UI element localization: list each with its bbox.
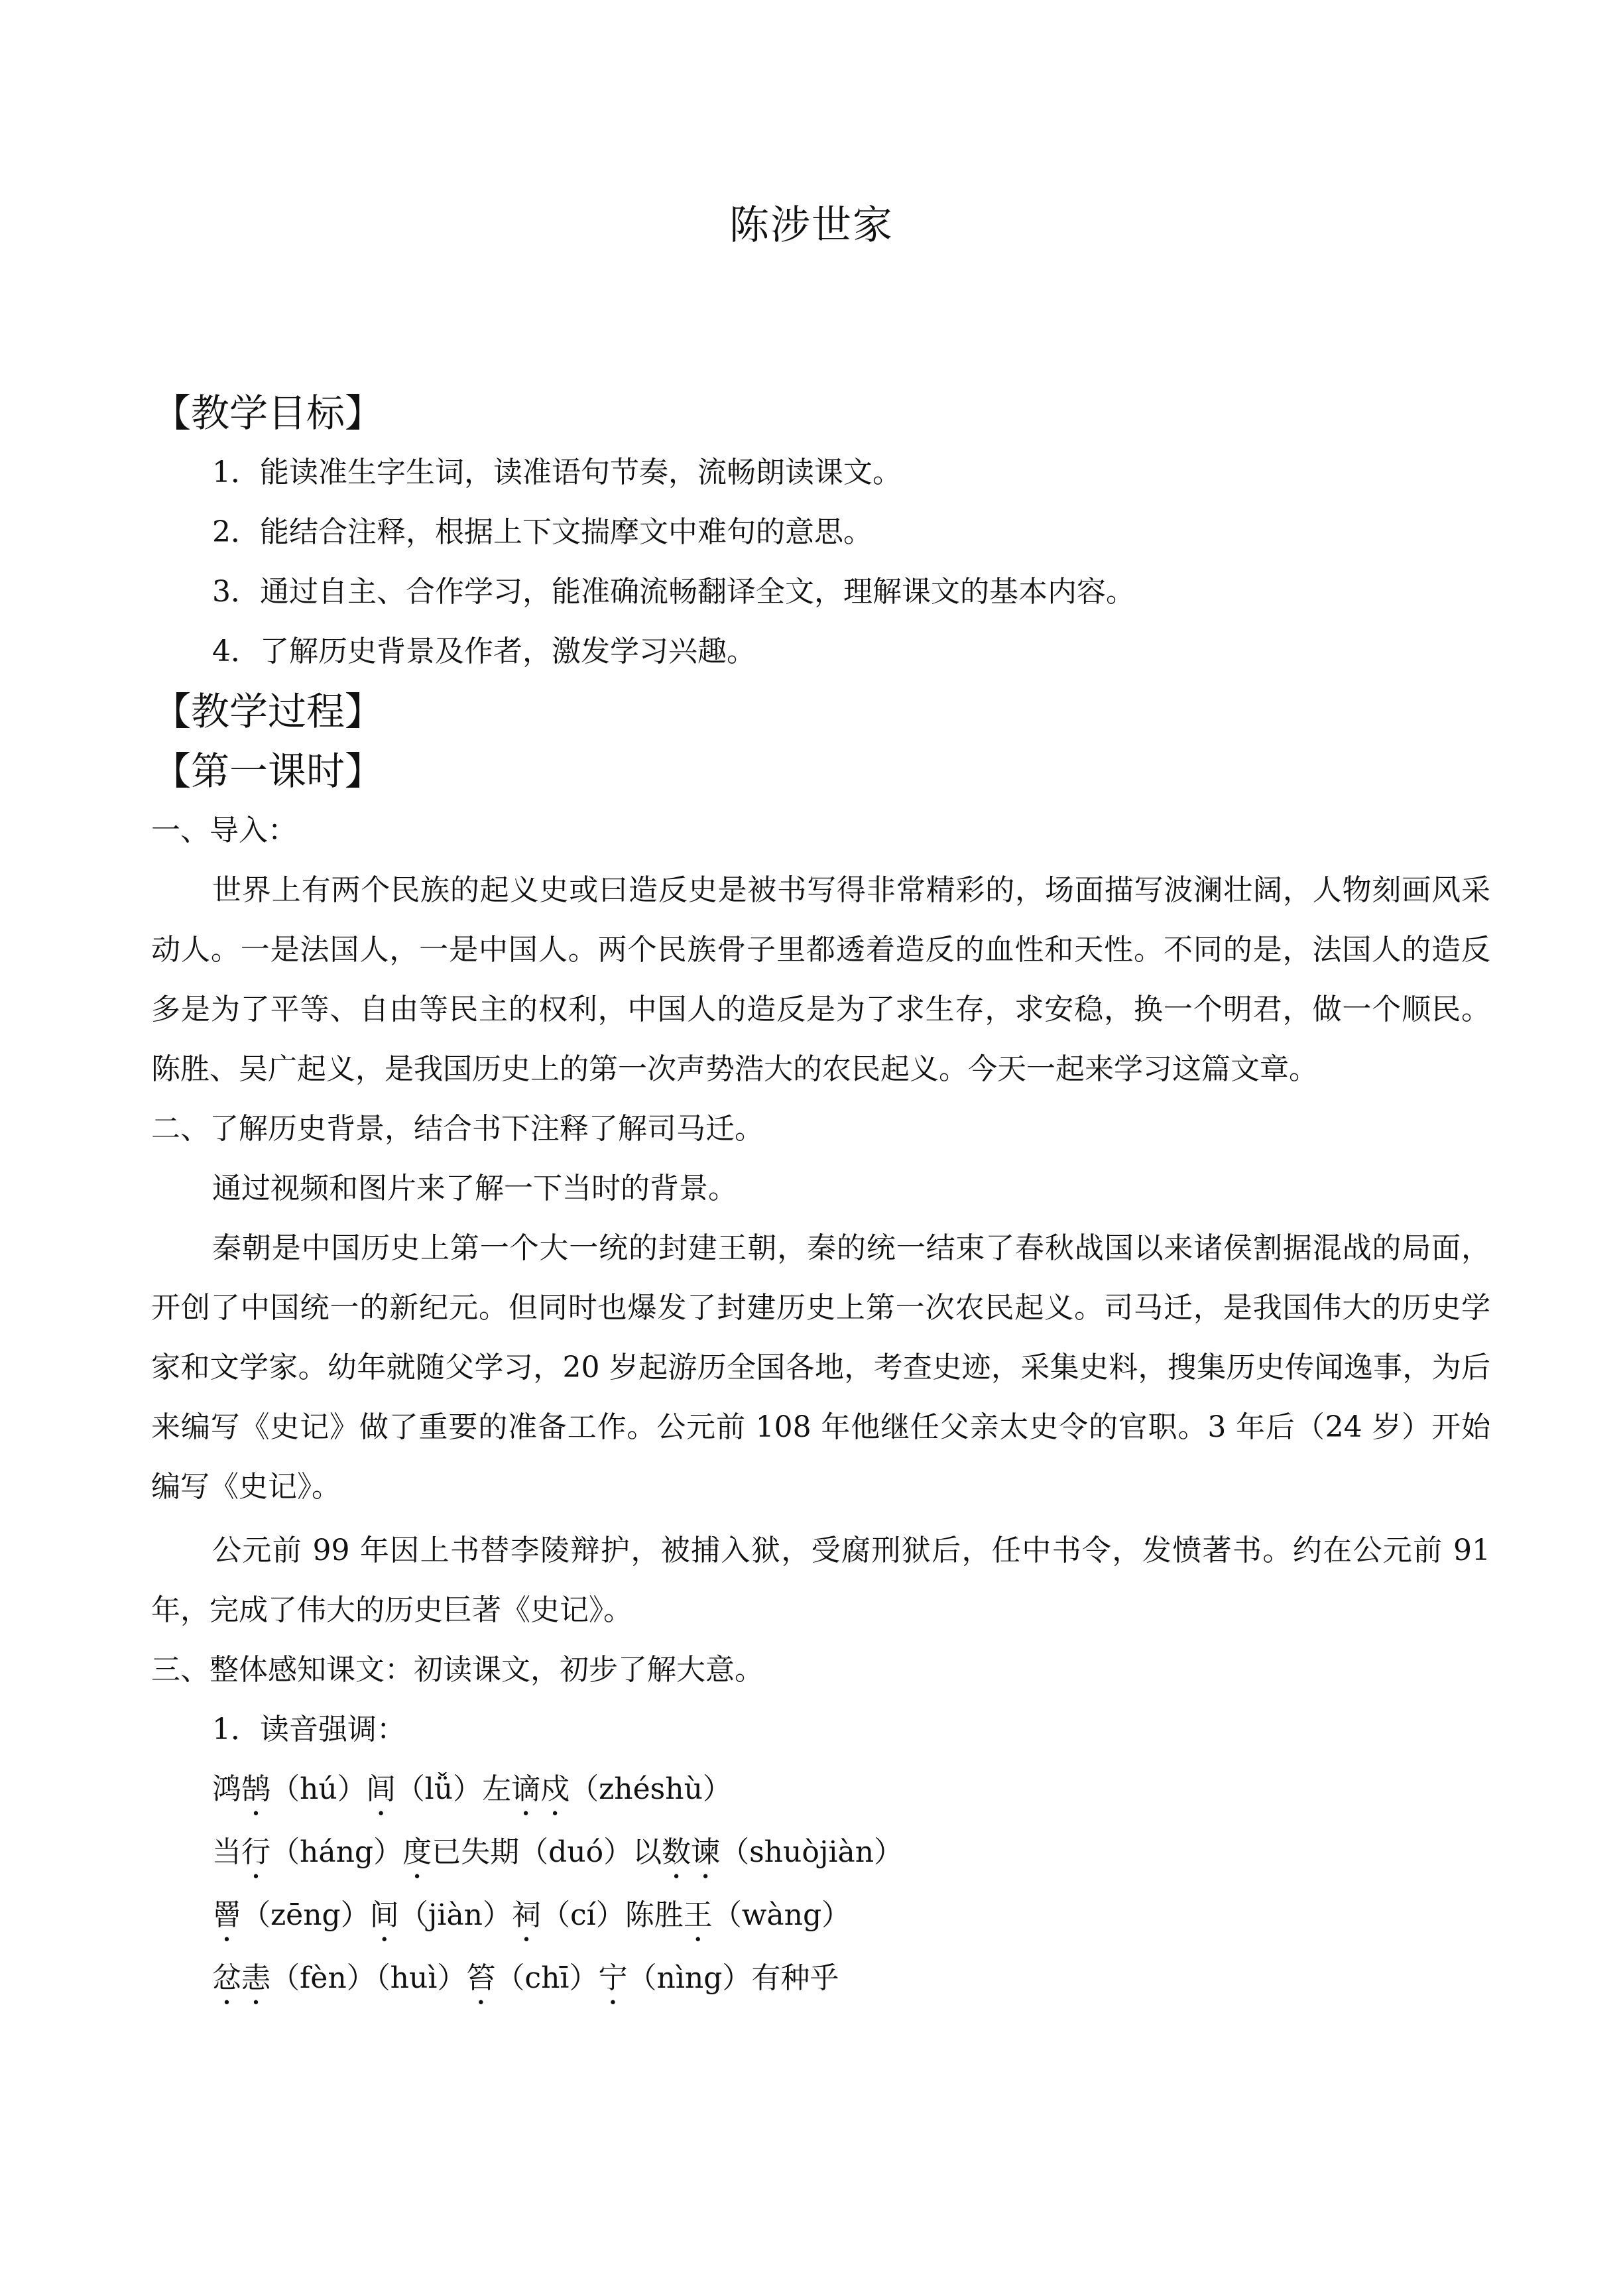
emphasized-character: 间 — [369, 1898, 399, 1932]
section-heading-lesson: 【第一课时】 — [152, 749, 384, 794]
emphasized-character: 行 — [241, 1835, 270, 1869]
paragraph-background-2: 公元前 99 年因上书替李陵辩护，被捕入狱，受腐刑狱后，任中书令，发愤著书。约在公元前 91 年，完成了伟大的历史巨著《史记》。 — [151, 1534, 1490, 1627]
pronunciation-text: （jiàn） — [398, 1898, 512, 1932]
emphasized-character: 鹄 — [241, 1772, 270, 1806]
emphasized-character: 宁 — [598, 1961, 628, 1995]
paragraph-background-1: 秦朝是中国历史上第一个大一统的封建王朝，秦的统一结束了春秋战国以来诸侯割据混战的局面，开创了中国统一的新纪元。但同时也爆发了封建历史上第一次农民起义。司马迁，是我国伟大的历史学家和文学家。幼年就随父学习，20 岁起游历全国各地，考查史迹，采集史料，搜集历史传闻逸事，为后来编写《史记》做了重要的准备工作。公元前 108 年他继任父亲太史令的官职。3 年后（24 岁）开始编写《史记》。 — [151, 1231, 1490, 1504]
pronunciation-text: （nìng）有种乎 — [627, 1961, 839, 1995]
pronunciation-text: （chī） — [495, 1961, 599, 1995]
pronunciation-text: 鸿 — [212, 1772, 241, 1806]
pronunciation-line — [151, 1760, 1490, 1823]
emphasized-character: 笞 — [466, 1961, 496, 1995]
page-title: 陈涉世家 — [729, 202, 894, 249]
pronunciation-text: （lǚ）左 — [395, 1772, 512, 1806]
emphasized-character: 度 — [402, 1835, 432, 1869]
pronunciation-text: （shuòjiàn） — [720, 1835, 904, 1869]
emphasized-character: 闾 — [366, 1772, 396, 1806]
emphasized-character: 祠 — [512, 1898, 542, 1932]
emphasized-character: 戍 — [540, 1772, 570, 1806]
pronunciation-line — [151, 1886, 1490, 1949]
part-title-background: 二、了解历史背景，结合书下注释了解司马迁。 — [151, 1112, 764, 1146]
emphasized-character: 谏 — [691, 1835, 721, 1869]
goal-item: 2．能结合注释，根据上下文揣摩文中难句的意思。 — [212, 515, 872, 549]
emphasized-character: 王 — [683, 1898, 713, 1932]
emphasized-character: 数 — [662, 1835, 691, 1869]
pronunciation-text: （cí）陈胜 — [541, 1898, 684, 1932]
pronunciation-text: （hú） — [270, 1772, 367, 1806]
pronunciation-line — [151, 1949, 1490, 2012]
section-heading-goals: 【教学目标】 — [152, 391, 384, 436]
pronunciation-text: （fèn）（huì） — [270, 1961, 467, 1995]
document-body — [151, 383, 1490, 2012]
part-title-reading: 三、整体感知课文：初读课文，初步了解大意。 — [151, 1653, 764, 1687]
part-title-intro: 一、导入： — [151, 814, 297, 847]
pronunciation-text: （wàng） — [712, 1898, 851, 1932]
goal-item: 1．能读准生字生词，读准语句节奏，流畅朗读课文。 — [212, 455, 902, 489]
pronunciation-line — [151, 1823, 1490, 1886]
goal-item: 3．通过自主、合作学习，能准确流畅翻译全文，理解课文的基本内容。 — [212, 575, 1135, 609]
reading-subtitle: 1．读音强调： — [212, 1713, 406, 1746]
goal-item: 4．了解历史背景及作者，激发学习兴趣。 — [212, 634, 756, 668]
paragraph-background-intro: 通过视频和图片来了解一下当时的背景。 — [212, 1172, 737, 1205]
section-heading-process: 【教学过程】 — [152, 689, 384, 734]
paragraph-intro: 世界上有两个民族的起义史或曰造反史是被书写得非常精彩的，场面描写波澜壮阔，人物刻画风采动人。一是法国人，一是中国人。两个民族骨子里都透着造反的血性和天性。不同的是，法国人的造反多是为了平等、自由等民主的权利，中国人的造反是为了求生存，求安稳，换一个明君，做一个顺民。陈胜、吴广起义，是我国历史上的第一次声势浩大的农民起义。今天一起来学习这篇文章。 — [151, 873, 1490, 1086]
emphasized-character: 罾 — [212, 1898, 241, 1932]
pronunciation-text: 已失期（duó）以 — [432, 1835, 662, 1869]
pronunciation-text: （háng） — [270, 1835, 403, 1869]
emphasized-character: 忿 — [212, 1961, 241, 1995]
pronunciation-text: （zēng） — [241, 1898, 370, 1932]
pronunciation-text: （zhéshù） — [570, 1772, 732, 1806]
pronunciation-list — [151, 1760, 1490, 2012]
emphasized-character: 谪 — [511, 1772, 541, 1806]
emphasized-character: 恚 — [241, 1961, 270, 1995]
pronunciation-text: 当 — [212, 1835, 241, 1869]
